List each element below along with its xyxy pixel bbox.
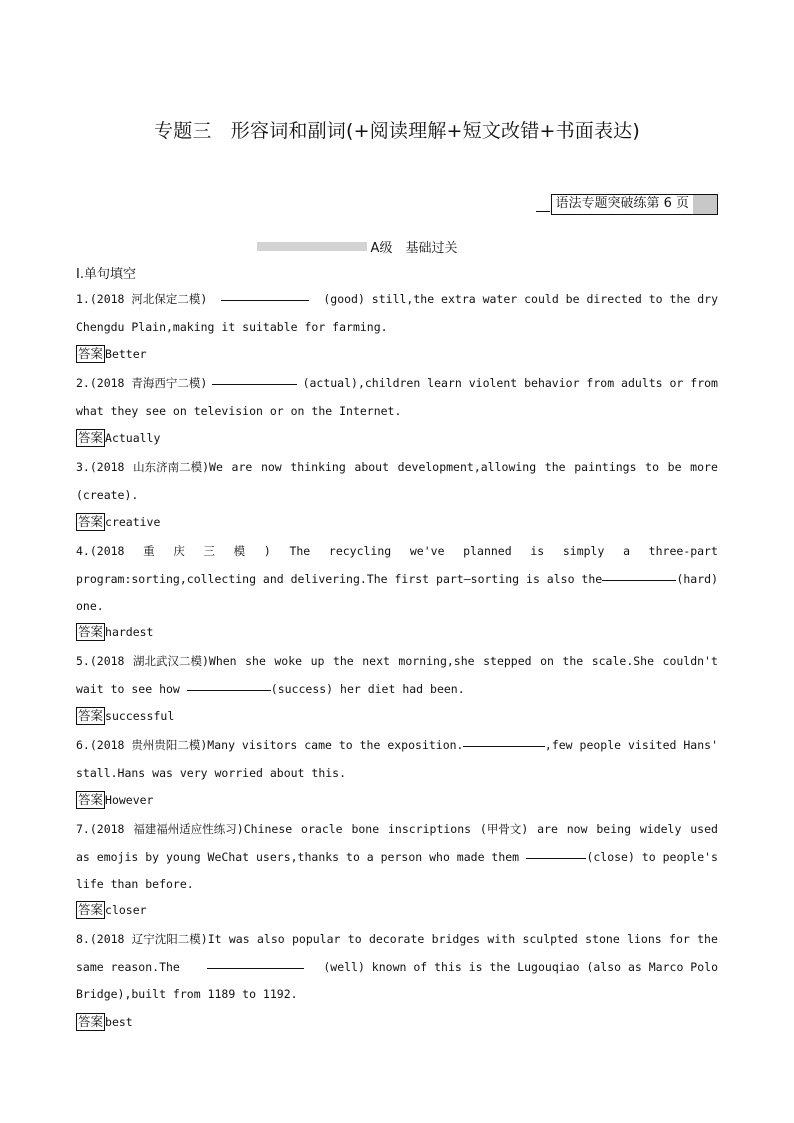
answer-row: [76, 707, 174, 725]
question-word: stepped: [483, 654, 532, 668]
question-word: the: [562, 654, 584, 668]
answer-blank[interactable]: [187, 676, 271, 691]
question-word: is: [530, 544, 545, 558]
question-word: on: [540, 654, 554, 668]
question-word: used: [690, 822, 718, 836]
question-4: [76, 538, 718, 621]
question-word: morning,she: [398, 654, 475, 668]
question-line: [76, 926, 718, 954]
question-word: 4.(2018: [76, 544, 125, 558]
answer-value: hardest: [105, 625, 154, 639]
answer-row: [76, 429, 160, 447]
question-word: are: [231, 460, 253, 474]
question-line: [76, 538, 718, 566]
question-word: 模: [233, 544, 246, 558]
question-word: more: [690, 460, 718, 474]
question-word: be: [667, 460, 682, 474]
question-line: [76, 566, 718, 594]
question-word: up: [310, 654, 325, 668]
question-line: [76, 732, 718, 760]
question-text: as emojis by young WeChat users,thanks to a person who made them: [76, 849, 527, 864]
question-word: The: [289, 544, 311, 558]
question-line: [76, 454, 718, 482]
question-text: 6.(2018 贵州贵阳二模)Many visitors came to the exposition.: [76, 738, 464, 752]
question-word: 重: [143, 544, 155, 558]
question-word: couldn't: [662, 654, 718, 668]
question-line: [76, 760, 718, 788]
question-line: [76, 314, 718, 342]
question-word: (甲骨文): [479, 822, 529, 836]
answer-tag: 答案: [78, 430, 104, 445]
answer-row: [76, 901, 147, 919]
question-word: now: [566, 822, 588, 836]
question-text: stall.Hans was very worried about this.: [76, 765, 347, 780]
question-word: with: [487, 932, 516, 946]
question-line: [76, 816, 718, 844]
question-text: 1.(2018 河北保定二模): [76, 292, 208, 306]
answer-value: successful: [105, 709, 175, 723]
question-word: sculpted: [522, 932, 578, 946]
question-word: also: [256, 932, 285, 946]
reference-text: 语法专题突破练第 6 页: [555, 196, 689, 211]
question-word: about: [354, 460, 390, 474]
question-word: to: [347, 932, 362, 946]
question-word: being: [596, 822, 631, 836]
question-word: scale.She: [591, 654, 655, 668]
question-text: (good) still,the extra water could be directed to the dry: [323, 292, 718, 306]
answer-value: best: [105, 1015, 133, 1029]
question-word: inscriptions: [387, 822, 472, 836]
answer-row: [76, 791, 153, 809]
answer-tag: 答案: [78, 792, 104, 807]
question-3: [76, 454, 718, 509]
question-2: [76, 370, 718, 425]
answer-value: creative: [105, 515, 161, 529]
question-word: for: [669, 932, 690, 946]
question-text: 2.(2018 青海西宁二模): [76, 376, 208, 390]
page-title: 专题三 形容词和副词(+阅读理解+短文改错+书面表达): [154, 120, 640, 142]
question-word: a: [623, 544, 630, 558]
question-word: 7.(2018: [76, 822, 125, 836]
question-word: now: [260, 460, 282, 474]
question-word: bridges: [431, 932, 481, 946]
question-word: 庆: [173, 544, 185, 558]
question-7: [76, 816, 718, 899]
question-text: one.: [76, 599, 104, 613]
answer-blank[interactable]: [526, 844, 586, 859]
question-text: what they see on television or on the Internet.: [76, 403, 402, 418]
question-8: [76, 926, 718, 1009]
question-word: oracle: [301, 822, 343, 836]
question-word: three-part: [648, 544, 718, 558]
answer-row: [76, 1013, 133, 1031]
question-line: [76, 398, 718, 426]
answer-tag: 答案: [78, 346, 104, 361]
answer-value: Better: [105, 347, 147, 361]
answer-value: However: [105, 793, 154, 807]
answer-blank[interactable]: [221, 286, 309, 301]
question-text: (well) known of this is the Lugouqiao (also as Marco Polo: [323, 959, 718, 974]
question-word: the: [697, 932, 718, 946]
question-word: paintings: [574, 460, 637, 474]
question-text: (create).: [76, 487, 139, 502]
answer-tag: 答案: [78, 902, 104, 917]
question-line: [76, 286, 718, 314]
question-word: are: [537, 822, 558, 836]
question-word: 8.(2018: [76, 932, 125, 946]
question-text: Chengdu Plain,making it suitable for farming.: [76, 319, 388, 334]
question-line: [76, 593, 718, 621]
answer-value: closer: [105, 903, 147, 917]
question-word: decorate: [368, 932, 425, 946]
question-line: [76, 871, 718, 899]
reference-label: [551, 194, 718, 215]
answer-tag: 答案: [78, 624, 104, 639]
question-6: [76, 732, 718, 787]
question-word: widely: [639, 822, 682, 836]
question-word: lions: [627, 932, 662, 946]
section-title: Ⅰ.单句填空: [76, 267, 136, 282]
question-text: program:sorting,collecting and delivering.The first part—sorting is also the: [76, 571, 603, 586]
answer-blank[interactable]: [602, 566, 676, 581]
question-text: ,few people visited Hans': [544, 738, 718, 752]
question-text: (hard): [676, 571, 718, 586]
answer-row: [76, 513, 160, 531]
question-line: [76, 981, 718, 1009]
question-line: [76, 844, 718, 872]
reference-box: [536, 194, 718, 215]
question-word: 湖北武汉二模)When: [132, 654, 237, 668]
question-word: woke: [274, 654, 303, 668]
question-word: stone: [585, 932, 620, 946]
question-text: wait to see how: [76, 681, 187, 696]
reference-shade: [693, 195, 717, 214]
question-word: 福建福州适应性练习)Chinese: [133, 822, 293, 836]
question-word: bone: [351, 822, 380, 836]
question-word: ): [263, 544, 271, 558]
reference-leader-line: [536, 210, 550, 212]
question-word: 3.(2018: [76, 460, 125, 474]
question-line: [76, 954, 718, 982]
answer-tag: 答案: [78, 514, 104, 529]
answer-value: Actually: [105, 431, 161, 445]
question-word: 5.(2018: [76, 654, 125, 668]
question-text: (success) her diet had been.: [270, 681, 465, 696]
question-word: we've: [409, 544, 445, 558]
question-text: life than before.: [76, 877, 194, 891]
question-text: same reason.The: [76, 959, 187, 974]
answer-row: [76, 345, 147, 363]
question-word: the: [544, 460, 566, 474]
level-header: [0, 237, 794, 256]
question-word: 山东济南二模)We: [133, 460, 223, 474]
answer-tag: 答案: [78, 708, 104, 723]
question-text: (close) to people's: [586, 849, 718, 864]
question-text: (actual),children learn violent behavior from adults or from: [302, 376, 718, 390]
question-line: [76, 648, 718, 676]
question-word: next: [362, 654, 390, 668]
answer-row: [76, 623, 153, 641]
question-word: simply: [562, 544, 605, 558]
level-label: A级 基础过关: [370, 241, 458, 256]
question-word: she: [245, 654, 266, 668]
question-word: development,allowing: [397, 460, 537, 474]
question-word: 三: [203, 544, 215, 558]
question-line: [76, 370, 718, 398]
question-word: popular: [291, 932, 341, 946]
question-1: [76, 286, 718, 341]
question-word: 辽宁沈阳二模)It: [131, 932, 222, 946]
question-word: thinking: [290, 460, 346, 474]
answer-blank[interactable]: [212, 370, 297, 385]
answer-blank[interactable]: [463, 732, 544, 747]
question-word: the: [332, 654, 354, 668]
question-word: was: [228, 932, 250, 946]
question-word: planned: [463, 544, 512, 558]
question-text: Bridge),built from 1189 to 1192.: [76, 987, 298, 1001]
level-bar: [257, 242, 367, 251]
question-line: [76, 482, 718, 510]
question-word: to: [645, 460, 660, 474]
question-line: [76, 676, 718, 704]
question-5: [76, 648, 718, 703]
question-word: recycling: [328, 544, 392, 558]
answer-blank[interactable]: [207, 954, 304, 969]
answer-tag: 答案: [78, 1014, 104, 1029]
